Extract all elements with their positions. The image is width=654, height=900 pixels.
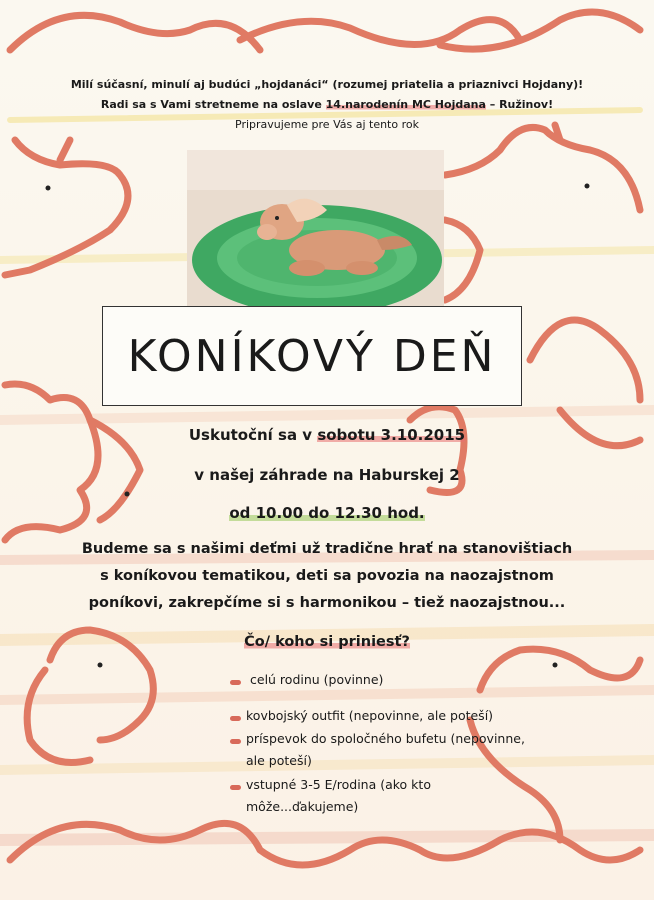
event-title: KONÍKOVÝ DEŇ [127,330,497,382]
event-time-highlight: od 10.00 do 12.30 hod. [229,504,425,522]
bullet-icon [230,680,241,685]
intro-line-2 [0,98,654,111]
clay-horse-photo [187,150,444,308]
bring-heading [0,634,654,650]
bullet-icon [230,716,241,721]
anniversary-highlight: 14.narodenín MC Hojdana [325,98,486,111]
intro-line-3: Pripravujeme pre Vás aj tento rok [235,118,419,131]
bullet-icon [230,785,241,790]
event-time [0,504,654,522]
bring-item-buffet-line-2: ale poteší) [246,753,312,768]
bring-item-fee-line-2: môže...ďakujeme) [246,799,359,814]
intro-line-2-prefix: Radi sa s Vami stretneme na oslave [100,98,326,111]
bring-item-family: celú rodinu (povinne) [250,672,384,687]
description-line-1: Budeme sa s našimi deťmi už tradične hrať na stanovištiach [81,541,573,557]
bring-item-fee-line-1: vstupné 3-5 E/rodina (ako kto [246,777,431,792]
intro-line-2-suffix: – Ružinov! [485,98,554,111]
event-place: v našej záhrade na Haburskej 2 [194,466,460,484]
intro-line-1: Milí súčasní, minulí aj budúci „hojdanáci“ (rozumej priatelia a priaznivci Hojdany)! [70,78,584,91]
bring-item-outfit: kovbojský outfit (nepovinne, ale poteší) [246,708,494,723]
bring-item-buffet-line-1: príspevok do spoločného bufetu (nepovinne, [246,731,525,746]
bullet-icon [230,739,241,744]
description-line-2: s koníkovou tematikou, deti sa povozia na naozajstnom [100,568,554,584]
event-date-prefix: Uskutoční sa v [188,426,318,444]
event-date [0,426,654,444]
bring-heading-text: Čo/ koho si priniesť? [244,634,410,650]
description-line-3: poníkovi, zakrepčíme si s harmonikou – tiež naozajstnou... [88,595,566,611]
event-title-box [102,306,522,406]
event-date-highlight: sobotu 3.10.2015 [317,426,466,444]
